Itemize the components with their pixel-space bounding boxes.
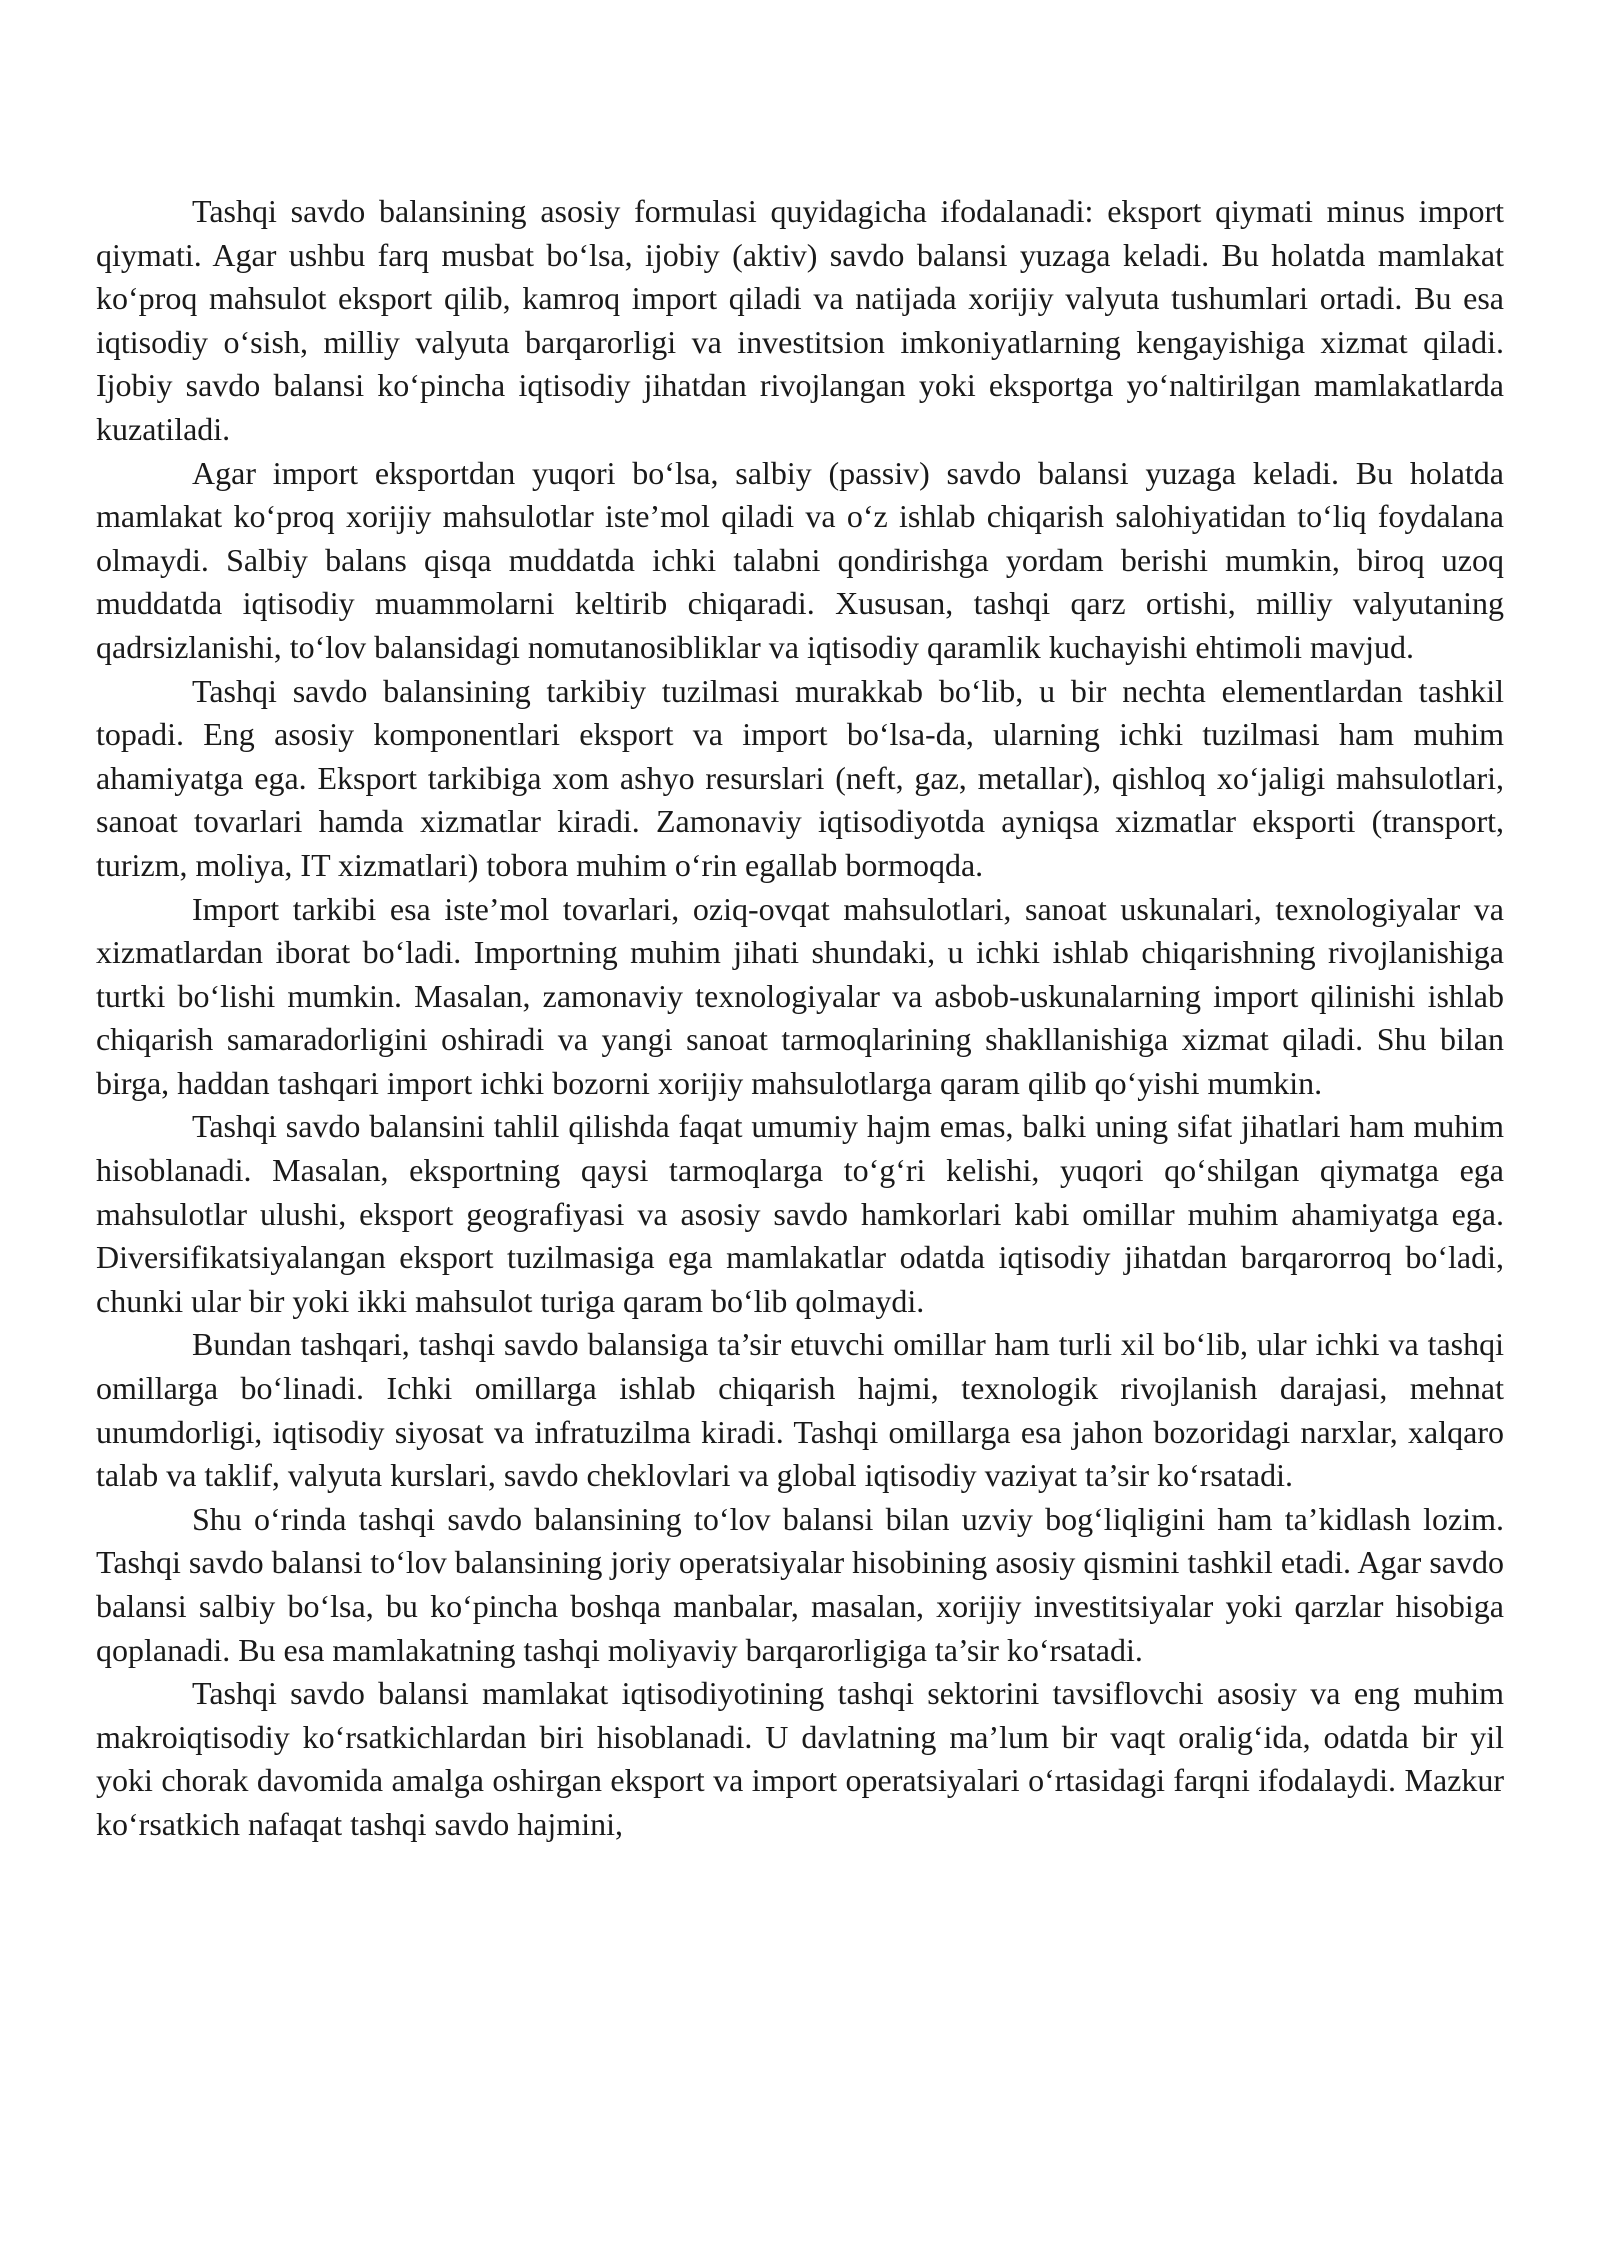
- paragraph-quality-analysis: Tashqi savdo balansini tahlil qilishda faqat umumiy hajm emas, balki uning sifat jihatlari ham muhim hisoblanadi. Masalan, eksportning qaysi tarmoqlarga to‘g‘ri kelishi, yuqori qo‘shilgan qiymatga ega mahsulotlar ulushi, eksport geografiyasi va asosiy savdo hamkorlari kabi omillar muhim ahamiyatga ega. Diversifikatsiyalangan eksport tuzilmasiga ega mamlakatlar odatda iqtisodiy jihatdan barqarorroq bo‘ladi, chunki ular bir yoki ikki mahsulot turiga qaram bo‘lib qolmaydi.: [96, 1108, 1504, 1319]
- paragraph-balance-structure: Tashqi savdo balansining tarkibiy tuzilmasi murakkab bo‘lib, u bir nechta elementlardan tashkil topadi. Eng asosiy komponentlari eksport va import bo‘lsa-da, ularning ichki tuzilmasi ham muhim ahamiyatga ega. Eksport tarkibiga xom ashyo resurslari (neft, gaz, metallar), qishloq xo‘jaligi mahsulotlari, sanoat tovarlari hamda xizmatlar kiradi. Zamonaviy iqtisodiyotda ayniqsa xizmatlar eksporti (transport, turizm, moliya, IT xizmatlari) tobora muhim o‘rin egallab bormoqda.: [96, 672, 1504, 883]
- paragraph-negative-balance: Agar import eksportdan yuqori bo‘lsa, salbiy (passiv) savdo balansi yuzaga keladi. Bu holatda mamlakat ko‘proq xorijiy mahsulotlar iste’mol qiladi va o‘z ishlab chiqarish salohiyatidan to‘liq foydalana olmaydi. Salbiy balans qisqa muddatda ichki talabni qondirishga yordam berishi mumkin, biroq uzoq muddatda iqtisodiy muammolarni keltirib chiqaradi. Xususan, tashqi qarz ortishi, milliy valyutaning qadrsizlanishi, to‘lov balansidagi nomutanosibliklar va iqtisodiy qaramlik kuchayishi ehtimoli mavjud.: [96, 454, 1504, 665]
- paragraph-payment-balance-link: Shu o‘rinda tashqi savdo balansining to‘lov balansi bilan uzviy bog‘liqligini ham ta’kidlash lozim. Tashqi savdo balansi to‘lov balansining joriy operatsiyalar hisobining asosiy qismini tashkil etadi. Agar savdo balansi salbiy bo‘lsa, bu ko‘pincha boshqa manbalar, masalan, xorijiy investitsiyalar yoki qarzlar hisobiga qoplanadi. Bu esa mamlakatning tashqi moliyaviy barqarorligiga ta’sir ko‘rsatadi.: [96, 1500, 1504, 1668]
- paragraph-macro-indicator: Tashqi savdo balansi mamlakat iqtisodiyotining tashqi sektorini tavsiflovchi asosiy va eng muhim makroiqtisodiy ko‘rsatkichlardan biri hisoblanadi. U davlatning ma’lum bir vaqt oralig‘ida, odatda bir yil yoki chorak davomida amalga oshirgan eksport va import operatsiyalari o‘rtasidagi farqni ifodalaydi. Mazkur ko‘rsatkich nafaqat tashqi savdo hajmini,: [96, 1675, 1504, 1842]
- paragraph-trade-balance-formula: Tashqi savdo balansining asosiy formulasi quyidagicha ifodalanadi: eksport qiymati minus import qiymati. Agar ushbu farq musbat bo‘lsa, ijobiy (aktiv) savdo balansi yuzaga keladi. Bu holatda mamlakat ko‘proq mahsulot eksport qilib, kamroq import qiladi va natijada xorijiy valyuta tushumlari ortadi. Bu esa iqtisodiy o‘sish, milliy valyuta barqarorligi va investitsion imkoniyatlarning kengayishiga xizmat qiladi. Ijobiy savdo balansi ko‘pincha iqtisodiy jihatdan rivojlangan yoki eksportga yo‘naltirilgan mamlakatlarda kuzatiladi.: [96, 193, 1504, 447]
- paragraph-influencing-factors: Bundan tashqari, tashqi savdo balansiga ta’sir etuvchi omillar ham turli xil bo‘lib, ular ichki va tashqi omillarga bo‘linadi. Ichki omillarga ishlab chiqarish hajmi, texnologik rivojlanish darajasi, mehnat unumdorligi, iqtisodiy siyosat va infratuzilma kiradi. Tashqi omillarga esa jahon bozoridagi narxlar, xalqaro talab va taklif, valyuta kurslari, savdo cheklovlari va global iqtisodiy vaziyat ta’sir ko‘rsatadi.: [96, 1326, 1504, 1494]
- paragraph-import-structure: Import tarkibi esa iste’mol tovarlari, oziq-ovqat mahsulotlari, sanoat uskunalari, texnologiyalar va xizmatlardan iborat bo‘ladi. Importning muhim jihati shundaki, u ichki ishlab chiqarishning rivojlanishiga turtki bo‘lishi mumkin. Masalan, zamonaviy texnologiyalar va asbob-uskunalarning import qilinishi ishlab chiqarish samaradorligini oshiradi va yangi sanoat tarmoqlarining shakllanishiga xizmat qiladi. Shu bilan birga, haddan tashqari import ichki bozorni xorijiy mahsulotlarga qaram qilib qo‘yishi mumkin.: [96, 890, 1504, 1101]
- document-page: [96, 190, 1504, 1847]
